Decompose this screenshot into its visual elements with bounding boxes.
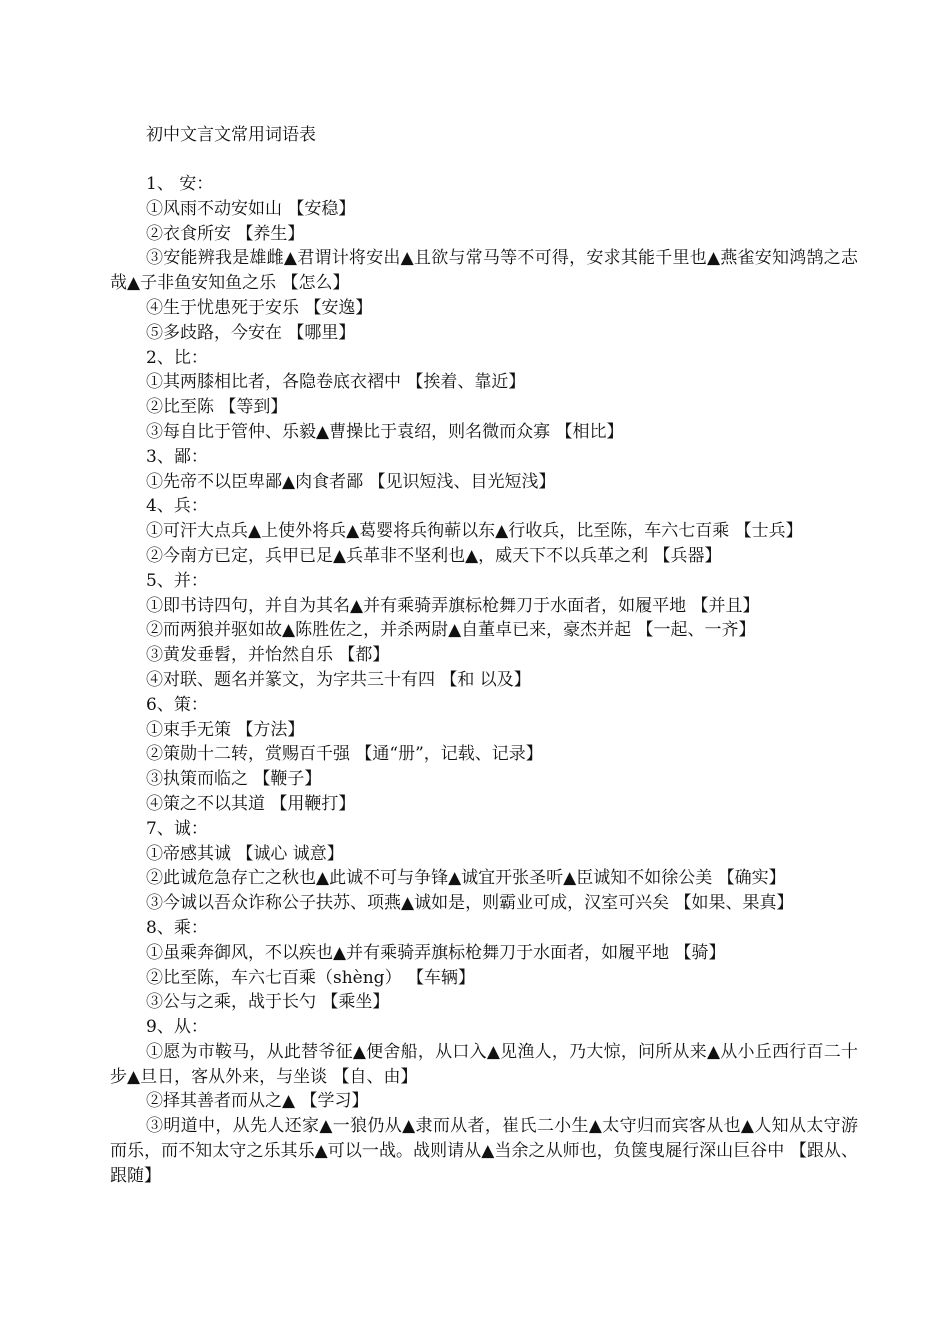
entry-sense: ②比至陈 【等到】 [146,397,288,418]
entry-sense: ①愿为市鞍马，从此替爷征▲便舍船，从口入▲见渔人，乃大惊，问所从来▲从小丘西行百二十步▲旦日，客从外来，与坐谈 【自、由】 [110,1041,858,1087]
entry-sense: ①虽乘奔御风，不以疾也▲并有乘骑弄旗标枪舞刀于水面者，如履平地 【骑】 [146,942,726,963]
document-body [110,172,858,1189]
entry-sense: ②而两狼并驱如故▲陈胜佐之，并杀两尉▲自董卓已来，豪杰并起 【一起、一齐】 [146,620,756,641]
entry-sense: ③黄发垂髫，并怡然自乐 【都】 [146,645,390,666]
entry-sense: ④生于忧患死于安乐 【安逸】 [146,297,373,318]
entry-sense: ②择其善者而从之▲ 【学习】 [146,1091,369,1112]
entry-sense: ①可汗大点兵▲上使外将兵▲葛婴将兵徇蕲以东▲行收兵，比至陈，车六七百乘 【士兵】 [146,521,803,542]
entry-sense: ⑤多歧路，今安在 【哪里】 [146,322,356,343]
entry-sense: ②衣食所安 【养生】 [146,223,305,244]
entry-sense: ②此诚危急存亡之秋也▲此诚不可与争锋▲诚宜开张圣听▲臣诚知不如徐公美 【确实】 [146,868,786,889]
entry-heading: 1、 安： [146,174,214,194]
entry-sense: ③执策而临之 【鞭子】 [146,769,322,790]
entry-sense: ①帝感其诚 【诚心 诚意】 [146,843,344,864]
entry-sense: ①先帝不以臣卑鄙▲肉食者鄙 【见识短浅、目光短浅】 [146,471,556,492]
entry-heading: 5、并： [146,570,208,591]
entry-heading: 8、乘： [146,917,208,938]
entry-sense: ①风雨不动安如山 【安稳】 [146,198,356,219]
entry-heading: 2、比： [146,347,208,368]
entry-sense: ①即书诗四句，并自为其名▲并有乘骑弄旗标枪舞刀于水面者，如履平地 【并且】 [146,595,760,616]
entry-heading: 7、诚： [146,818,208,839]
entry-sense: ①束手无策 【方法】 [146,719,305,740]
document-title: 初中文言文常用词语表 [146,125,316,145]
entry-sense: ④策之不以其道 【用鞭打】 [146,793,356,814]
entry-sense: ③每自比于管仲、乐毅▲曹操比于袁绍，则名微而众寡 【相比】 [146,421,624,442]
entry-sense: ①其两膝相比者，各隐卷底衣褶中 【挨着、靠近】 [146,372,526,393]
entry-sense: ③明道中，从先人还家▲一狼仍从▲隶而从者，崔氏二小生▲太守归而宾客从也▲人知从太守游而乐，而不知太守之乐其乐▲可以一战。战则请从▲当余之从师也，负箧曳屣行深山巨谷中 【跟从、跟随】 [110,1116,858,1186]
entry-heading: 4、兵： [146,496,208,517]
entry-heading: 3、鄙： [146,446,208,467]
entry-sense: ②今南方已定，兵甲已足▲兵革非不坚利也▲，威天下不以兵革之利 【兵器】 [146,545,722,566]
entry-heading: 6、策： [146,694,208,715]
entry-sense: ②策勋十二转，赏赐百千强 【通“册”，记载、记录】 [146,744,543,765]
entry-sense: ③今诚以吾众诈称公子扶苏、项燕▲诚如是，则霸业可成，汉室可兴矣 【如果、果真】 [146,893,794,914]
entry-sense: ②比至陈，车六七百乘（shèng） 【车辆】 [146,967,475,988]
entry-heading: 9、从： [146,1017,208,1038]
entry-sense: ③安能辨我是雄雌▲君谓计将安出▲且欲与常马等不可得，安求其能千里也▲燕雀安知鸿鹄之志哉▲子非鱼安知鱼之乐 【怎么】 [110,248,858,294]
entry-sense: ④对联、题名并篆文，为字共三十有四 【和 以及】 [146,669,531,690]
entry-sense: ③公与之乘，战于长勺 【乘坐】 [146,992,390,1013]
